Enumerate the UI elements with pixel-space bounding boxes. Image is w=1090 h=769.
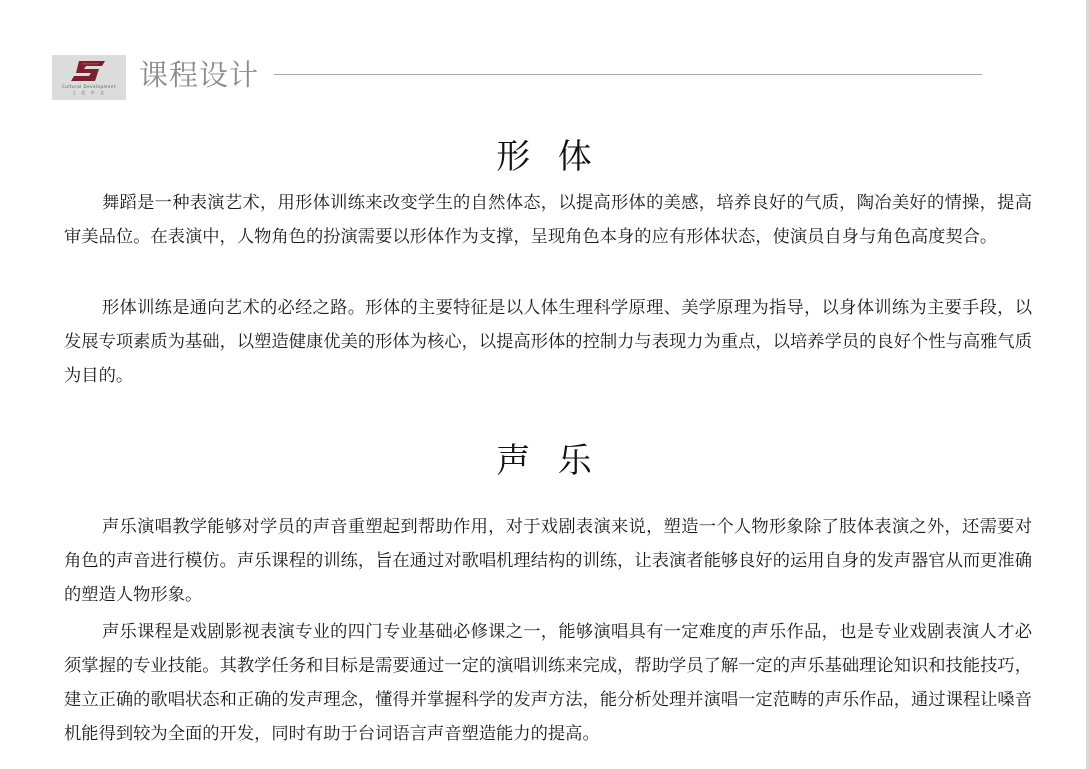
s-brand-logo-icon: [69, 59, 109, 83]
page-header: [52, 55, 982, 101]
body-training-paragraph-1: 舞蹈是一种表演艺术，用形体训练来改变学生的自然体态，以提高形体的美感，培养良好的气质，陶冶美好的情操，提高审美品位。在表演中，人物角色的扮演需要以形体作为支撑，呈现角色本身的应有形体状态，使演员自身与角色高度契合。: [64, 193, 1032, 247]
vocal-music-paragraph-1: 声乐演唱教学能够对学员的声音重塑起到帮助作用，对于戏剧表演来说，塑造一个人物形象除了肢体表演之外，还需要对角色的声音进行模仿。声乐课程的训练，旨在通过对歌唱机理结构的训练，让表演者能够良好的运用自身的发声器官从而更准确的塑造人物形象。: [64, 517, 1032, 605]
page-edge-divider: [1086, 0, 1090, 769]
body-training-paragraph-2: 形体训练是通向艺术的必经之路。形体的主要特征是以人体生理科学原理、美学原理为指导，以身体训练为主要手段，以发展专项素质为基础，以塑造健康优美的形体为核心，以提高形体的控制力与表现力为重点，以培养学员的良好个性与高雅气质为目的。: [64, 298, 1032, 386]
section-heading-vocal-music: 声 乐: [496, 441, 594, 481]
vocal-music-paragraph-2: 声乐课程是戏剧影视表演专业的四门专业基础必修课之一，能够演唱具有一定难度的声乐作品，也是专业戏剧表演人才必须掌握的专业技能。其教学任务和目标是需要通过一定的演唱训练来完成，帮助学员了解一定的声乐基础理论知识和技能技巧，建立正确的歌唱状态和正确的发声理念，懂得并掌握科学的发声方法，能分析处理并演唱一定范畴的声乐作品，通过课程让嗓音机能得到较为全面的开发，同时有助于台词语言声音塑造能力的提高。: [64, 622, 1032, 744]
logo-caption: Cultural Development: [62, 84, 116, 89]
section-heading-body-training: 形 体: [496, 137, 594, 177]
page-title: 课程设计: [139, 58, 260, 92]
logo-subcaption: 上 北 中 文: [72, 90, 106, 95]
header-rule-divider: [274, 74, 982, 75]
brand-logo: [52, 55, 126, 100]
